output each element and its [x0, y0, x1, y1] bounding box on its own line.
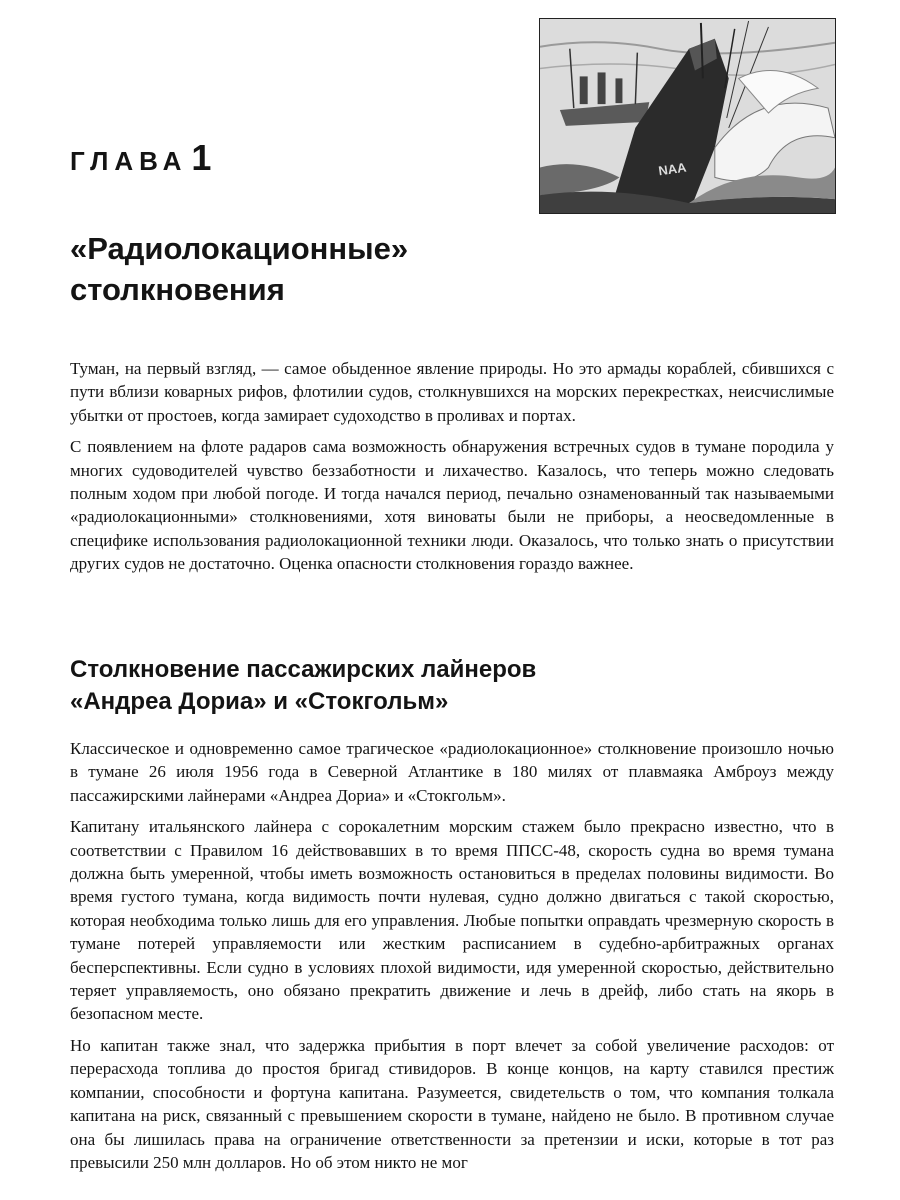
chapter-title-line: «Радиолокационные»	[70, 231, 409, 266]
paragraph: С появлением на флоте радаров сама возможность обнаружения встречных судов в тумане породила у многих судоводителей чувство беззаботности и лихачество. Казалось, что теперь можно следовать полным ходом при любой погоде. И тогда начался период, печально ознаменованный так называемыми «радиолокационными» столкновениями, хотя виноваты были не приборы, а неосведомленные в специфике использования радиолокационной техники люди. Оказалось, что только знать о присутствии других судов не достаточно. Оценка опасности столкновения гораздо важнее.	[70, 437, 834, 574]
chapter-title-line: столкновения	[70, 272, 285, 307]
intro-text	[70, 357, 834, 584]
paragraph: Туман, на первый взгляд, — самое обыденное явление природы. Но это армады кораблей, сбившихся с пути вблизи коварных рифов, флотилии судов, столкнувшихся на морских перекрестках, неисчислимые убытки от простоев, когда замирает судоходство в проливах и портах.	[70, 359, 834, 425]
hull-lettering: NAA	[657, 159, 688, 179]
paragraph: Классическое и одновременно самое трагическое «радиолокационное» столкновение произошло ночью в тумане 26 июля 1956 года в Северной Атлантике в 180 милях от плавмаяка Амброуз между пассажирскими лайнерами «Андреа Дориа» и «Стокгольм».	[70, 739, 834, 805]
ship-collision-illustration	[539, 18, 836, 214]
section-text	[70, 737, 834, 1182]
chapter-label	[70, 137, 211, 179]
section-title-line: «Андреа Дориа» и «Стокгольм»	[70, 688, 449, 715]
paragraph: Капитану итальянского лайнера с сорокалетним морским стажем было прекрасно известно, что в соответствии с Правилом 16 действовавших в то время ППСС-48, скорость судна во время тумана должна быть умеренной, чтобы иметь возможность остановиться в пределах половины видимости. Во время густого тумана, когда видимость почти нулевая, судно должно двигаться с такой скоростью, которая необходима только лишь для его управления. Любые попытки оправдать чрезмерную скорость в тумане потерей управляемости или жестким расписанием в судебно-арбитражных органах бесперспективны. Если судно в условиях плохой видимости, идя умеренной скоростью, действительно теряет управляемость, оно обязано прекратить движение и лечь в дрейф, либо стать на якорь в безопасном месте.	[70, 817, 834, 1024]
section-title	[70, 654, 834, 718]
ship-collision-drawing	[540, 19, 835, 213]
paragraph: Но капитан также знал, что задержка прибытия в порт влечет за собой увеличение расходов: от перерасхода топлива до простоя бригад стивидоров. В конце концов, на карту ставился престиж компании, способности и фортуна капитана. Разумеется, свидетельств о том, что компания толкала капитана на риск, связанный с превышением скорости в тумане, найдено не было. В противном случае она бы лишилась права на ограничение ответственности за претензии и иски, которые в тот раз превысили 250 млн долларов. Но об этом никто не мог	[70, 1035, 834, 1172]
chapter-label-text: ГЛАВА	[70, 146, 188, 176]
section-title-line: Столкновение пассажирских лайнеров	[70, 656, 537, 683]
chapter-title	[70, 228, 530, 310]
chapter-number: 1	[191, 137, 212, 178]
